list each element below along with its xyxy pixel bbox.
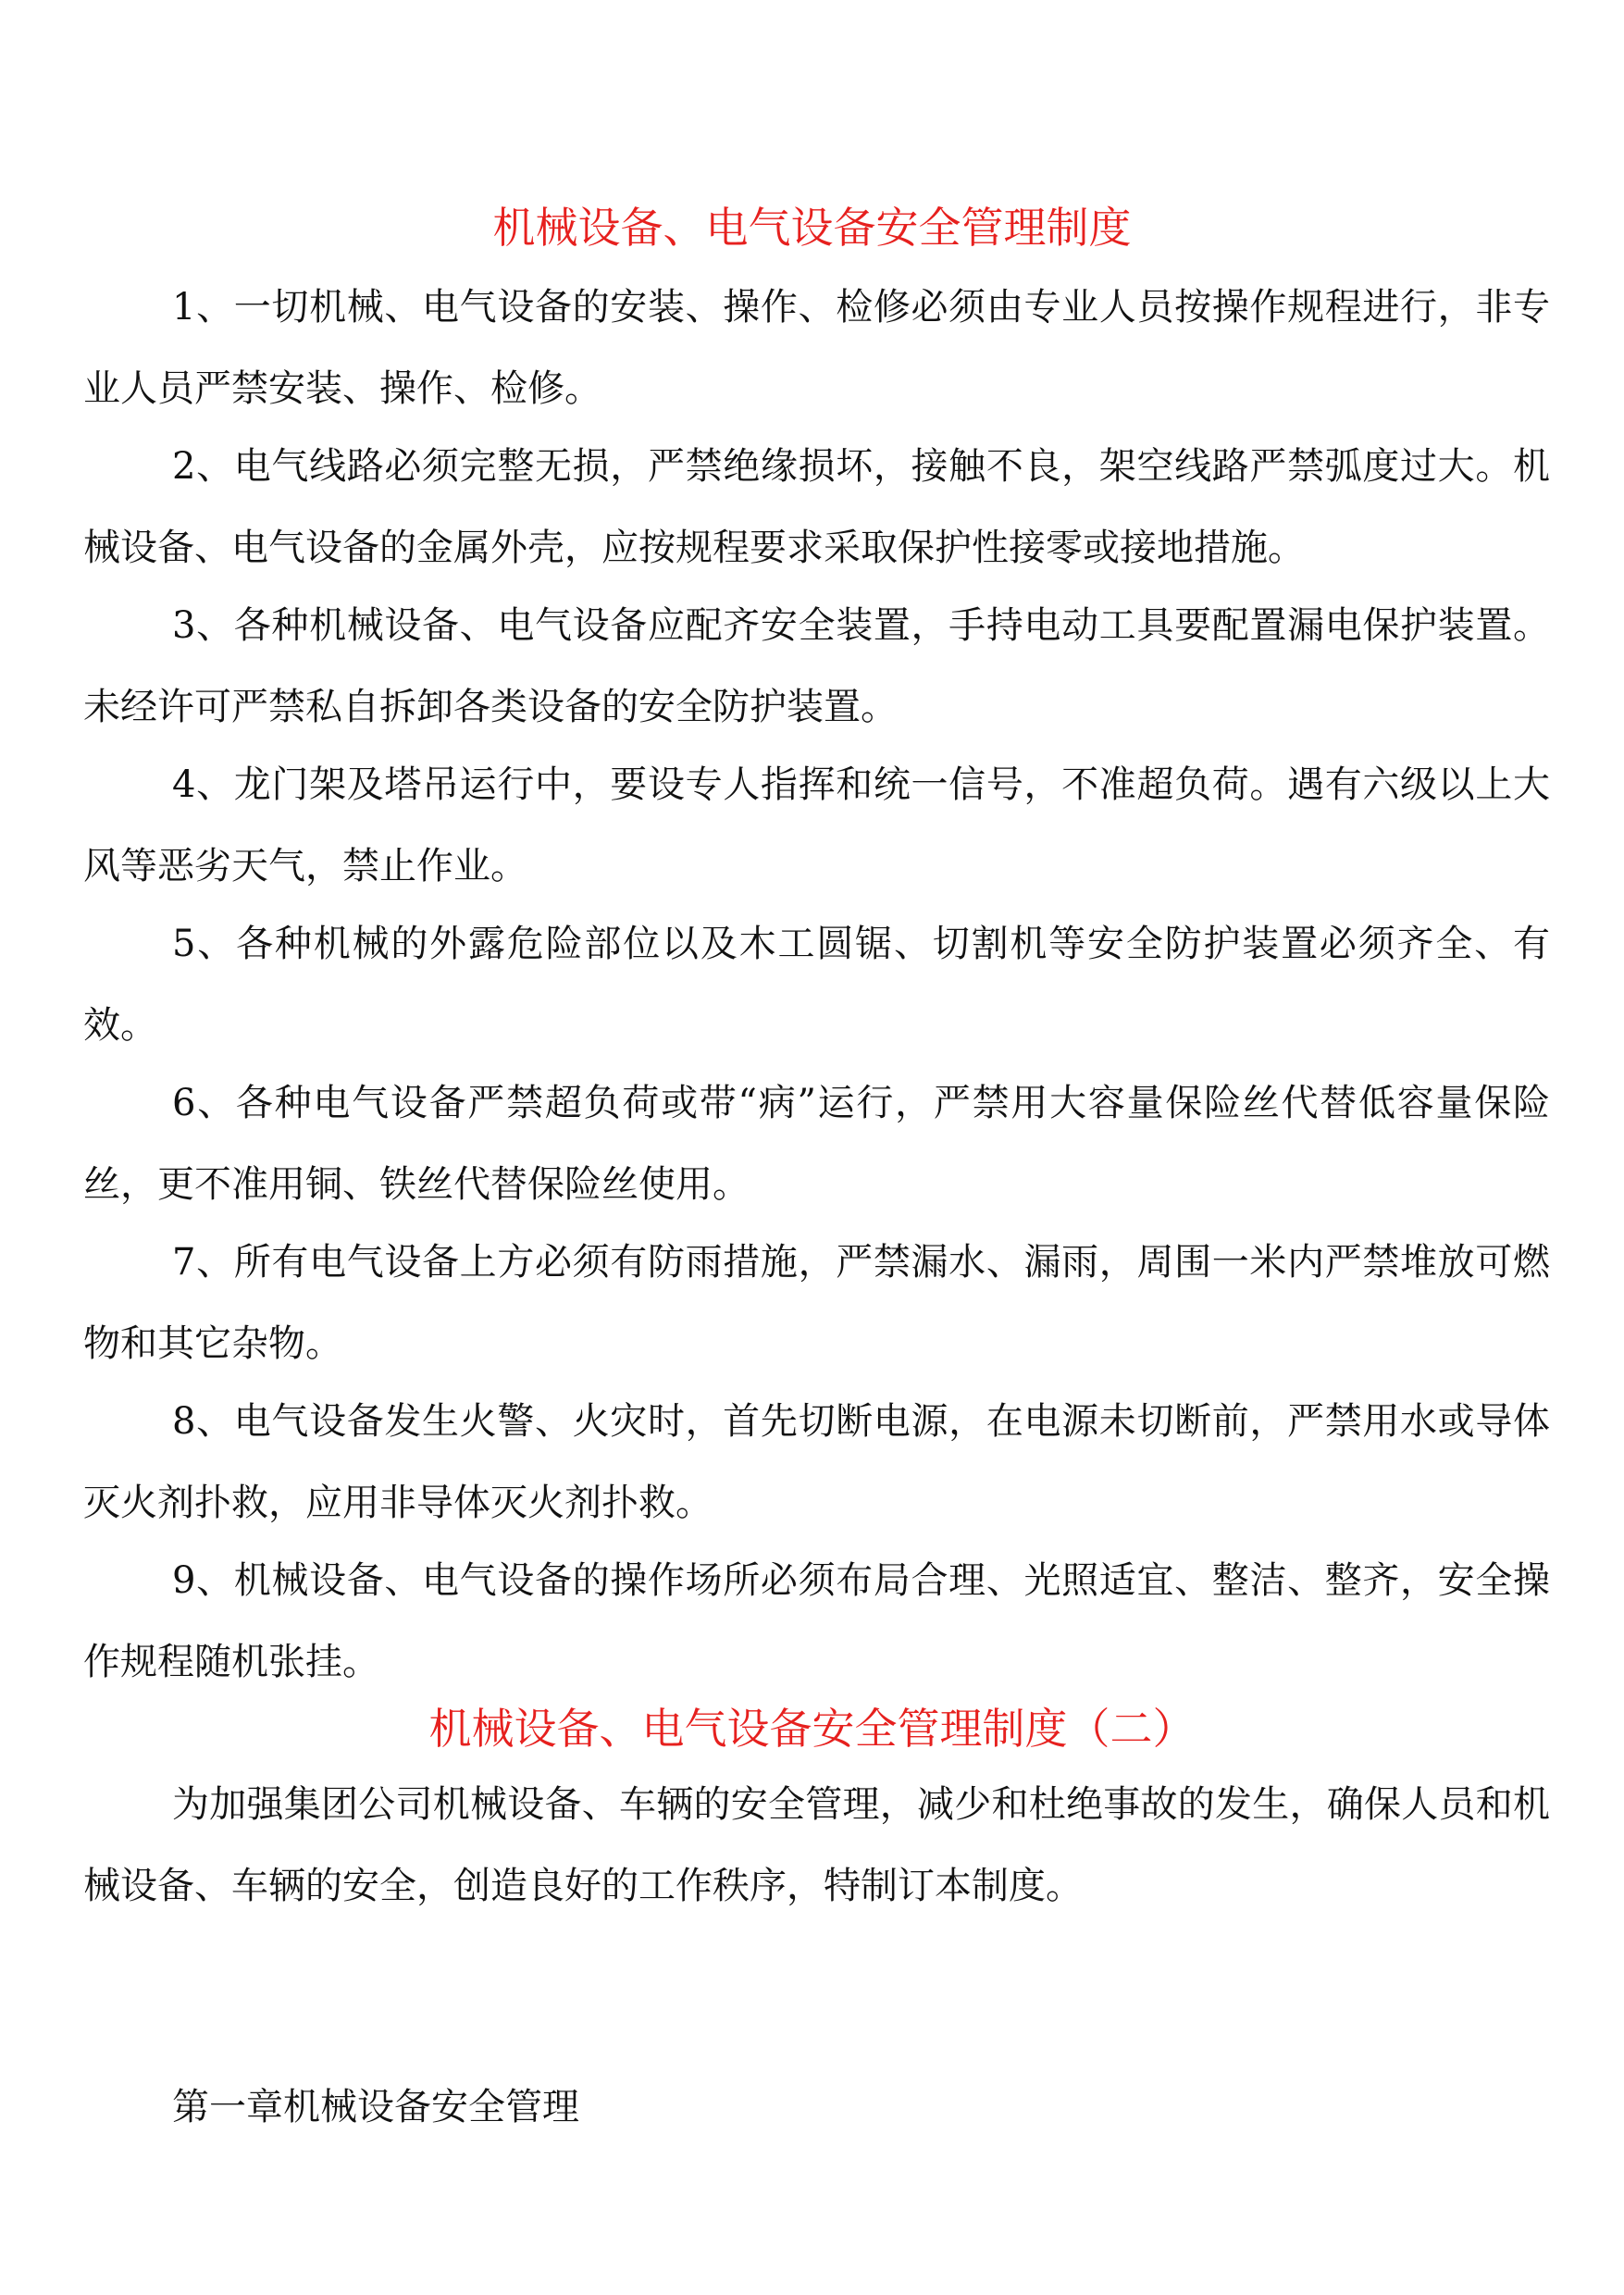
rule-item-7: 7、所有电气设备上方必须有防雨措施，严禁漏水、漏雨，周围一米内严禁堆放可燃物和其它杂物。: [83, 1241, 1550, 1365]
rule-item-1: 1、一切机械、电气设备的安装、操作、检修必须由专业人员按操作规程进行，非专业人员严禁安装、操作、检修。: [83, 286, 1550, 410]
document-title: 机械设备、电气设备安全管理制度: [492, 203, 1132, 253]
chapter-heading: 第一章机械设备安全管理: [172, 2086, 579, 2128]
rule-item-3: 3、各种机械设备、电气设备应配齐安全装置，手持电动工具要配置漏电保护装置。未经许可严禁私自拆卸各类设备的安全防护装置。: [83, 604, 1550, 728]
rule-item-4: 4、龙门架及塔吊运行中，要设专人指挥和统一信号，不准超负荷。遇有六级以上大风等恶劣天气，禁止作业。: [83, 763, 1550, 887]
rule-item-9: 9、机械设备、电气设备的操作场所必须布局合理、光照适宜、整洁、整齐，安全操作规程随机张挂。: [83, 1559, 1550, 1683]
intro-paragraph: 为加强集团公司机械设备、车辆的安全管理，减少和杜绝事故的发生，确保人员和机械设备、车辆的安全，创造良好的工作秩序，特制订本制度。: [83, 1783, 1550, 1907]
document-title-part-two: 机械设备、电气设备安全管理制度（二）: [428, 1704, 1196, 1754]
rule-item-8: 8、电气设备发生火警、火灾时，首先切断电源，在电源未切断前，严禁用水或导体灭火剂扑救，应用非导体灭火剂扑救。: [83, 1400, 1550, 1524]
rule-item-5: 5、各种机械的外露危险部位以及木工圆锯、切割机等安全防护装置必须齐全、有效。: [83, 923, 1550, 1047]
rule-item-6: 6、各种电气设备严禁超负荷或带“病”运行，严禁用大容量保险丝代替低容量保险丝，更不准用铜、铁丝代替保险丝使用。: [83, 1082, 1550, 1206]
rule-item-2: 2、电气线路必须完整无损，严禁绝缘损坏，接触不良，架空线路严禁弧度过大。机械设备、电气设备的金属外壳，应按规程要求采取保护性接零或接地措施。: [83, 445, 1550, 569]
